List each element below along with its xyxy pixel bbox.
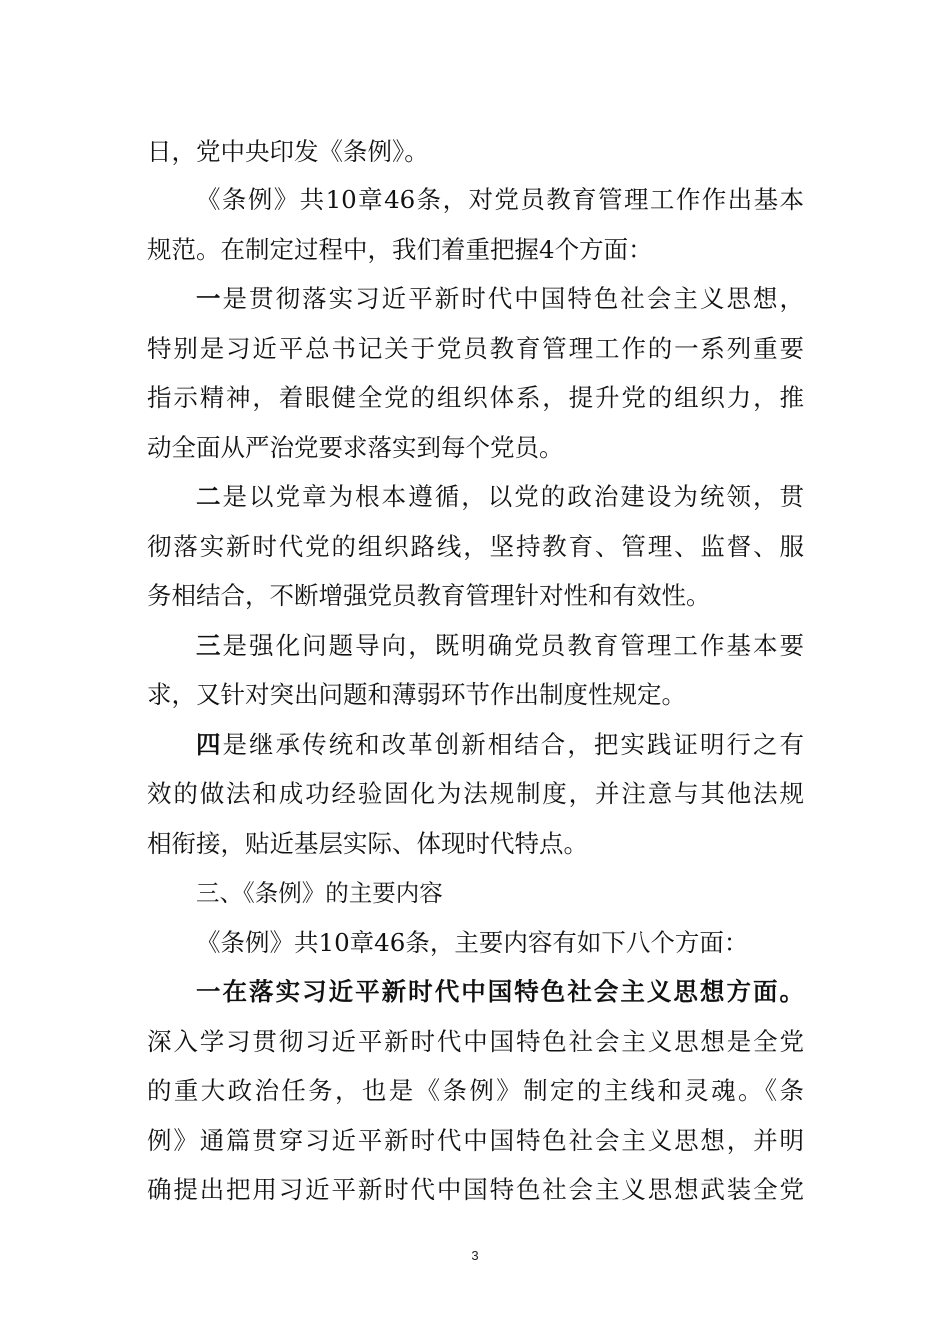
text-line [196, 626, 804, 666]
text-line: 规范。在制定过程中，我们着重把握4个方面： [147, 235, 653, 264]
text-line [196, 279, 804, 319]
text-line: 动全面从严治党要求落实到每个党员。 [147, 433, 564, 462]
point-lead: 二 [196, 482, 223, 511]
text-line: 的重大政治任务，也是《条例》制定的主线和灵魂。《条 [147, 1076, 804, 1105]
point-text: 是以党章为根本遵循，以党的政治建设为统领，贯 [222, 482, 805, 511]
text-line: 日，党中央印发《条例》。 [147, 137, 429, 166]
text-line: 指示精神，着眼健全党的组织体系，提升党的组织力，推 [147, 383, 804, 412]
point-text: 是强化问题导向，既明确党员教育管理工作基本要 [222, 631, 805, 660]
point-text: 是继承传统和改革创新相结合，把实践证明行之有 [222, 730, 805, 759]
text-line: 务相结合，不断增强党员教育管理针对性和有效性。 [147, 581, 711, 610]
point-lead: 四 [196, 730, 223, 759]
point-text: 是贯彻落实习近平新时代中国特色社会主义思想， [222, 284, 805, 313]
text-line: 确提出把用习近平新时代中国特色社会主义思想武装全党 [147, 1175, 804, 1204]
text-line: 彻落实新时代党的组织路线，坚持教育、管理、监督、服 [147, 532, 804, 561]
text-line: 深入学习贯彻习近平新时代中国特色社会主义思想是全党 [147, 1027, 804, 1056]
point-lead: 一 [196, 284, 223, 313]
text-line: 效的做法和成功经验固化为法规制度，并注意与其他法规 [147, 779, 804, 808]
text-line: 例》通篇贯穿习近平新时代中国特色社会主义思想，并明 [147, 1126, 804, 1155]
text-line [196, 725, 804, 765]
text-line: 相衔接，贴近基层实际、体现时代特点。 [147, 829, 588, 858]
text-line: 特别是习近平总书记关于党员教育管理工作的一系列重要 [147, 334, 804, 363]
text-line: 《条例》共10章46条，对党员教育管理工作作出基本 [196, 185, 804, 214]
text-line: 《条例》共10章46条，主要内容有如下八个方面： [196, 928, 749, 957]
subsection-heading: 一在落实习近平新时代中国特色社会主义思想方面。 [196, 977, 804, 1006]
text-line [196, 477, 804, 517]
point-lead: 三 [196, 631, 223, 660]
section-heading: 三、《条例》的主要内容 [196, 879, 443, 907]
text-line: 求，又针对突出问题和薄弱环节作出制度性规定。 [147, 680, 686, 709]
page-number: 3 [471, 1248, 479, 1263]
